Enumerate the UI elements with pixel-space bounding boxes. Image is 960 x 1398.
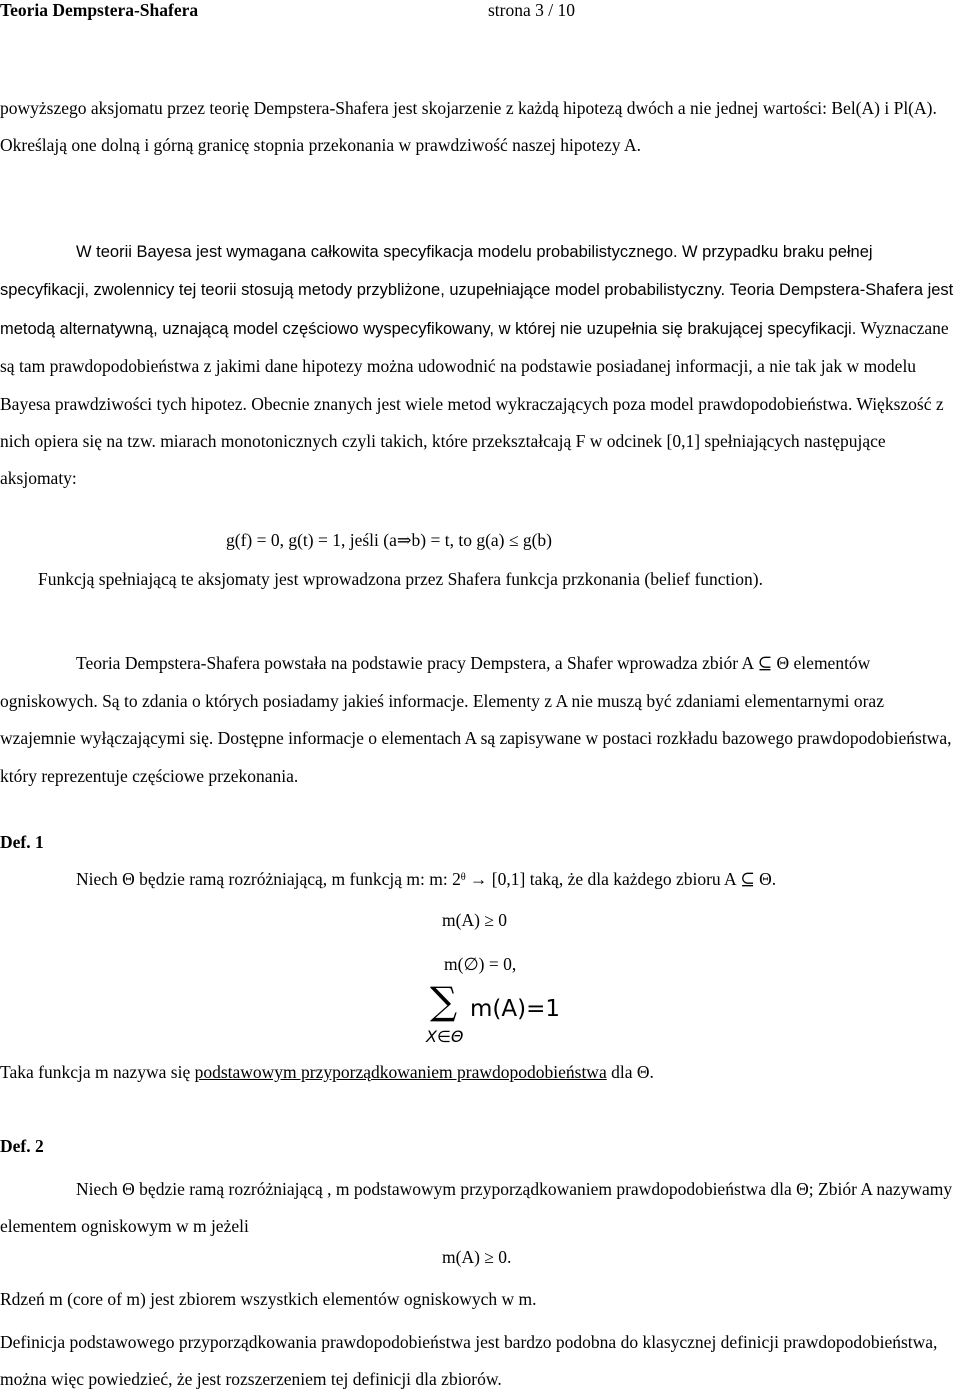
paragraph-last: Definicja podstawowego przyporządkowania prawdopodobieństwa jest bardzo podobna do klasycznej definicji prawdopodobieństwa, można więc powiedzieć, że jest rozszerzeniem tej definicji dla zbiorów.: [0, 1332, 938, 1389]
formula-sum: [426, 979, 586, 1047]
paragraph-intro: powyższego aksjomatu przez teorię Dempstera-Shafera jest skojarzenie z każdą hipotezą dwóch a nie jednej wartości: Bel(A) i Pl(A). Określają one dolną i górną granicę stopnia przekonania w prawdziwość naszej hipotezy A.: [0, 98, 937, 155]
focal-text: Teoria Dempstera-Shafera powstała na podstawie pracy Dempstera, a Shafer wprowadza zbiór A ⊆ Θ elementów ogniskowych. Są to zdania o których posiadamy jakieś informacje. Elementy z A nie muszą być zdaniami elementarnymi oraz wzajemnie wyłączającymi się. Dostępne informacje o elementach A są zapisywane w postaci rozkładu bazowego prawdopodobieństwa, który reprezentuje częściowe przekonania.: [0, 653, 952, 786]
def2-sentence: Niech Θ będzie ramą rozróżniającą , m podstawowym przyporządkowaniem prawdopodobieństwa dla Θ; Zbiór A nazywamy elementem ogniskowym w m jeżeli: [0, 1179, 953, 1236]
axiom-formula: g(f) = 0, g(t) = 1, jeśli (a⇒b) = t, to g(a) ≤ g(b): [226, 530, 553, 550]
bayes-line3: Teoria Dempstera-Shafera jest metodą alternatywną, uznającą model częściowo wyspecyfikowany, w której nie uzupełnia się brakującej specyfikacji.: [0, 281, 954, 338]
bayes-sentence: W teorii Bayesa jest wymagana całkowita specyfikacja modelu probabilistycznego.: [76, 243, 678, 261]
paragraph-bayes: [0, 233, 958, 498]
paragraph-focal-elements: [0, 645, 958, 795]
formula-m-empty: m(∅) = 0,: [444, 954, 517, 974]
definition-2-label: Def. 2: [0, 1136, 44, 1156]
formula-mA-nonneg: m(A) ≥ 0: [442, 910, 508, 930]
definition-1-conclusion: [0, 1062, 654, 1083]
paragraph-belief-function: Funkcją spełniającą te aksjomaty jest wprowadzona przez Shafera funkcja przkonania (belief function).: [38, 569, 763, 589]
bayes-line2: pełnej specyfikacji, zwolennicy tej teorii stosują metody przybliżone, uzupełniające model probabilistyczny.: [0, 243, 873, 300]
sum-expression: m(A)=1: [470, 996, 560, 1022]
bayes-sentence-cont: W przypadku braku: [682, 243, 825, 261]
sum-subscript: X∈Θ: [426, 1027, 464, 1046]
definition-2-text: [0, 1171, 958, 1245]
document-title: Teoria Dempstera-Shafera: [0, 0, 199, 20]
definition-1-text: Niech Θ będzie ramą rozróżniającą, m funkcją m: m: 2ᶿ → [0,1] taką, że dla każdego zbioru A ⊆ Θ.: [76, 869, 777, 889]
conclusion-post: dla Θ.: [606, 1062, 654, 1082]
conclusion-term: podstawowym przyporządkowaniem prawdopodobieństwa: [194, 1062, 607, 1082]
bayes-rest: Wyznaczane są tam prawdopodobieństwa z jakimi dane hipotezy można udowodnić na podstawie posiadanej informacji, a nie tak jak w modelu Bayesa prawdziwości tych hipotez. Obecnie znanych jest wiele metod wykraczających poza model prawdopodobieństwa. Większość z nich opiera się na tzw. miarach monotonicznych czyli takich, które przekształcają F w odcinek [0,1] spełniających następujące aksjomaty:: [0, 317, 949, 489]
conclusion-pre: Taka funkcja m nazywa się: [0, 1062, 195, 1082]
definition-1-label: Def. 1: [0, 832, 44, 852]
sum-symbol: ∑: [430, 979, 458, 1023]
page-number: strona 3 / 10: [488, 0, 576, 20]
formula-mA-positive: m(A) ≥ 0.: [442, 1247, 512, 1267]
paragraph-core: Rdzeń m (core of m) jest zbiorem wszystkich elementów ogniskowych w m.: [0, 1289, 537, 1309]
